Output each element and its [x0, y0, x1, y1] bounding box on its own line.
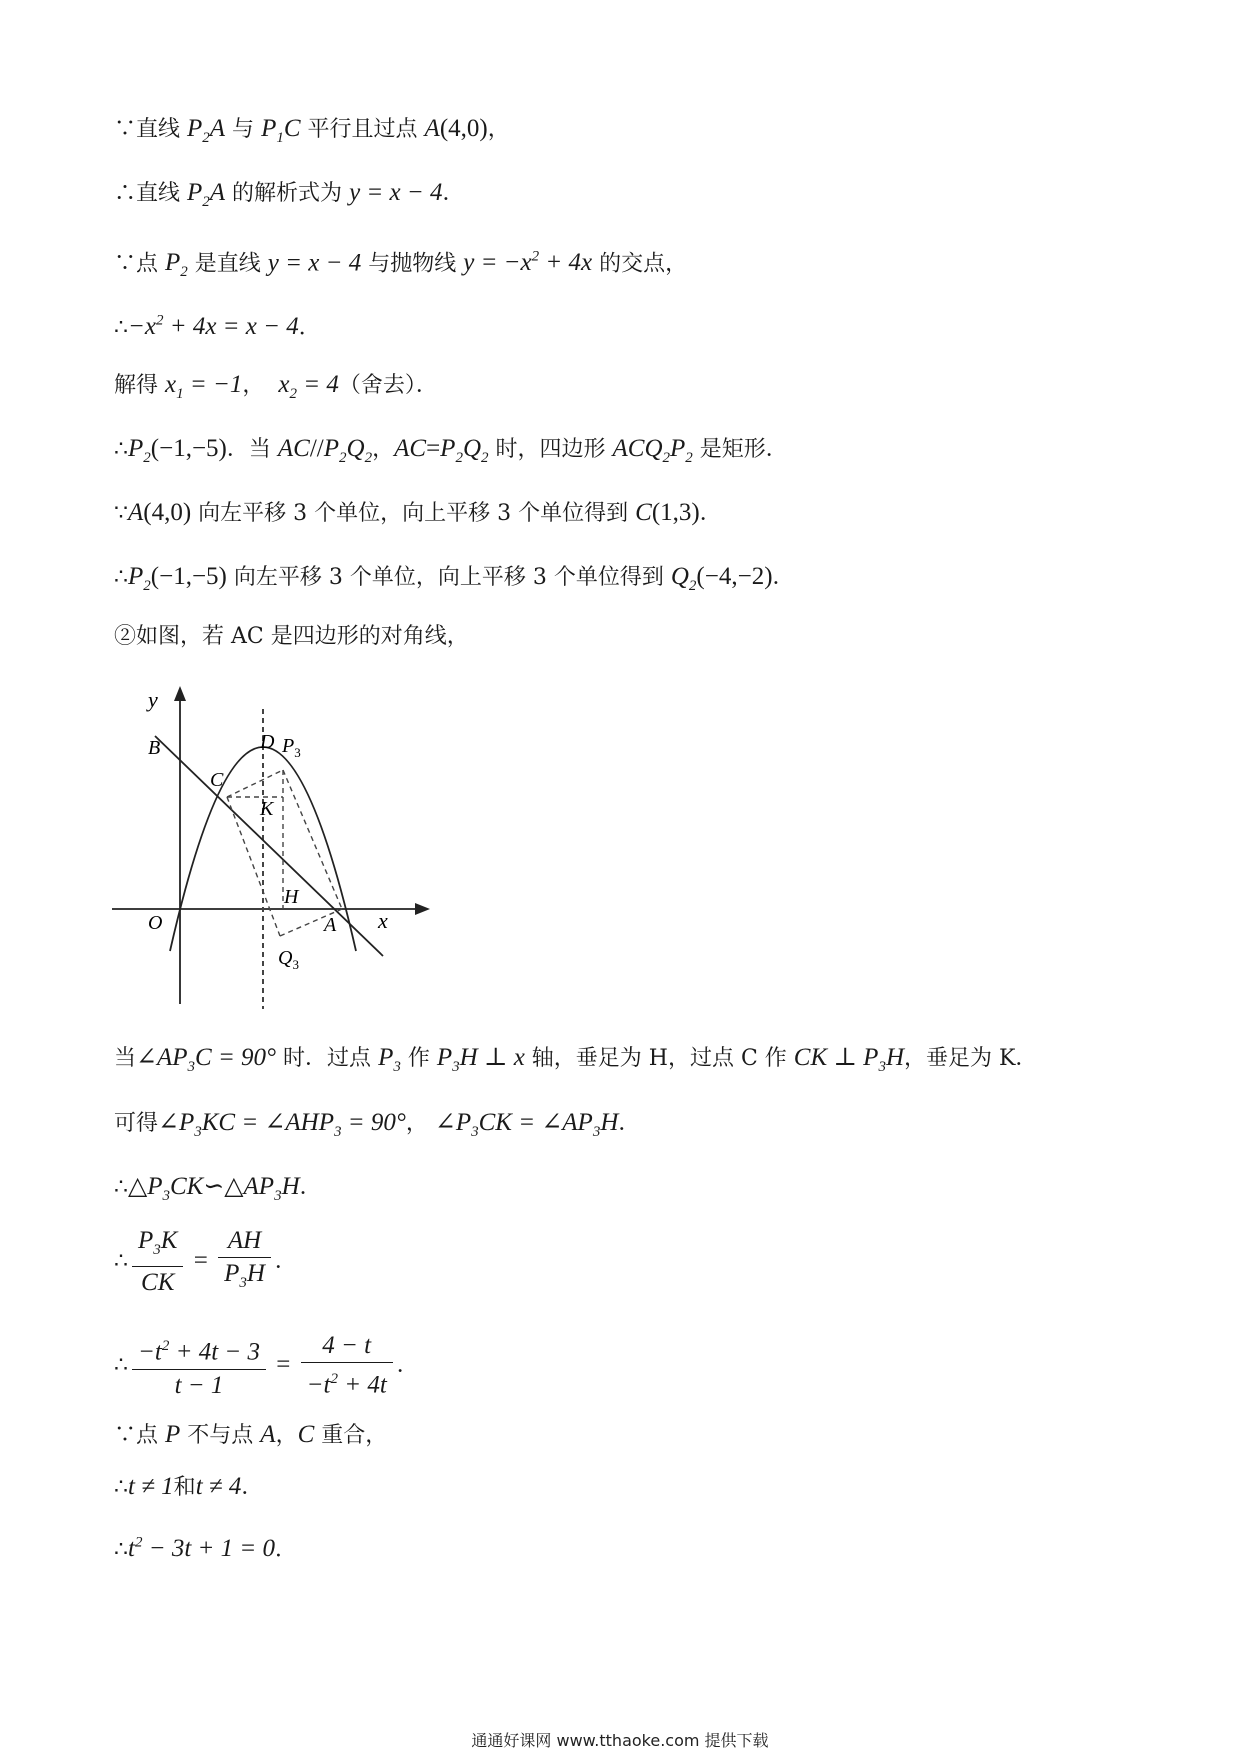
- text-line-15: ∵点 P 不与点 A，C 重合，: [114, 1421, 388, 1448]
- text-line-8: $\therefore P_2(-1,-5)$ 向左平移 3 个单位，向上平移 3 个单位得到 $Q_2(-4,-2)$．: [114, 563, 795, 594]
- text-line-4: $\therefore-x^2 + 4x = x - 4$．: [114, 313, 321, 341]
- footer: 通通好课网 www.tthaoke.com 提供下载: [471, 1731, 769, 1750]
- text-line-9: ②如图，若 AC 是四边形的对角线，: [114, 624, 469, 649]
- text-line-10: 当$\angle AP_3C = 90^\circ$ 时．过点 $P_3$ 作 $P_3H$ ⊥ x 轴，垂足为 H，过点 C 作 CK ⊥ $P_3H$，垂足为 K．: [114, 1044, 1038, 1075]
- text-line-14: ∴ $\frac{-t^2 + 4t - 3}{t - 1}$ = $\frac{4 - t}{-t^2 + 4t}$ ．: [114, 1332, 419, 1399]
- line-cp3: [227, 770, 283, 797]
- text-line-11: 可得$\angle P_3KC$ = $\angle AHP_3 = 90^\circ$， $\angle P_3CK$ = $\angle AP_3H$．: [114, 1109, 641, 1140]
- text-line-16: ∴t ≠ 1和t ≠ 4．: [114, 1473, 264, 1500]
- text-line-2: ∴直线 $P_2A$ 的解析式为 y = x − 4．: [114, 179, 465, 210]
- y-axis-arrow: [174, 686, 186, 701]
- label-c: C: [210, 769, 224, 791]
- line-ba: [155, 736, 383, 956]
- text-line-7: ∵A(4,0) 向左平移 3 个单位，向上平移 3 个单位得到 C(1,3)．: [114, 499, 722, 526]
- text-line-6: $\therefore P_2(-1,-5)$．当 $AC//P_2Q_2$，$AC=P_2Q_2$ 时，四边形 $ACQ_2P_2$ 是矩形．: [114, 435, 788, 466]
- text-line-17: $\therefore t^2 - 3t + 1 = 0$．: [114, 1535, 298, 1563]
- label-y: y: [148, 687, 158, 712]
- parabola-figure: [110, 684, 440, 1014]
- label-d: D: [260, 731, 275, 753]
- text-line-1: ∵直线 $P_2A$ 与 $P_1C$ 平行且过点 A(4,0)，: [114, 115, 510, 146]
- label-q3: $Q_3$: [278, 947, 299, 972]
- label-x: x: [378, 908, 388, 933]
- label-p3: $P_3$: [282, 735, 301, 760]
- label-a: A: [324, 914, 337, 936]
- text-line-5: 解得 $x_1 = -1$， $x_2 = 4$（舍去）．: [114, 371, 438, 402]
- label-o: O: [148, 912, 163, 934]
- text-line-13: ∴ $\frac{P_3K}{CK}$ = $\frac{AH}{P_3H}$ ．: [114, 1227, 297, 1296]
- x-axis-arrow: [415, 903, 430, 915]
- text-line-12: $\therefore\triangle P_3CK∽\triangle AP_3H$．: [114, 1173, 322, 1204]
- label-b: B: [148, 737, 161, 759]
- text-line-3: ∵点 $P_2$ 是直线 y = x − 4 与抛物线 $y = -x^2 + 4x$ 的交点，: [114, 249, 688, 281]
- label-h: H: [284, 886, 299, 908]
- label-k: K: [260, 798, 274, 820]
